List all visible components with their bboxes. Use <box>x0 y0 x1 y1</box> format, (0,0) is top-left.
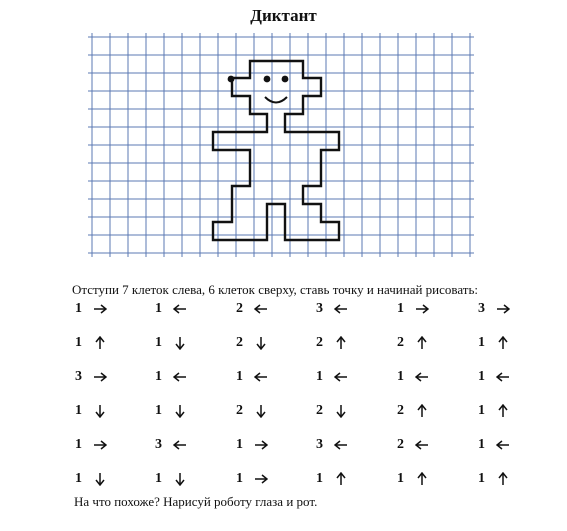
arrow-down-icon <box>93 404 107 418</box>
dictation-step <box>316 297 348 321</box>
dictation-step <box>75 433 107 457</box>
arrow-up-icon <box>496 472 510 486</box>
arrow-up-icon <box>415 472 429 486</box>
arrow-up-icon <box>93 336 107 350</box>
dictation-step <box>316 331 348 355</box>
step-count: 3 <box>75 369 82 384</box>
step-count: 3 <box>316 301 323 316</box>
step-count: 1 <box>75 403 82 418</box>
page-title: Диктант <box>250 6 317 25</box>
question-text: На что похоже? Нарисуй роботу глаза и рот. <box>74 494 318 509</box>
step-count: 1 <box>236 437 243 452</box>
dictation-step <box>75 399 107 423</box>
step-count: 1 <box>75 471 82 486</box>
dictation-step <box>397 467 429 491</box>
arrow-up-icon <box>415 336 429 350</box>
step-count: 2 <box>397 403 404 418</box>
step-count: 2 <box>236 301 243 316</box>
step-count: 1 <box>155 301 162 316</box>
dictation-step <box>155 467 187 491</box>
dictation-step <box>397 331 429 355</box>
arrow-down-icon <box>254 336 268 350</box>
step-count: 1 <box>478 403 485 418</box>
step-count: 1 <box>316 471 323 486</box>
dictation-step <box>316 399 348 423</box>
dictation-step <box>75 467 107 491</box>
arrow-left-icon <box>334 370 348 384</box>
step-count: 3 <box>155 437 162 452</box>
step-count: 3 <box>316 437 323 452</box>
step-count: 1 <box>236 369 243 384</box>
arrow-left-icon <box>415 438 429 452</box>
dictation-step <box>397 399 429 423</box>
arrow-left-icon <box>334 302 348 316</box>
arrow-right-icon <box>93 438 107 452</box>
dictation-step <box>155 297 187 321</box>
arrow-down-icon <box>334 404 348 418</box>
dictation-step <box>155 331 187 355</box>
arrow-up-icon <box>496 336 510 350</box>
arrow-left-icon <box>254 370 268 384</box>
arrow-up-icon <box>415 404 429 418</box>
dictation-step <box>155 399 187 423</box>
step-count: 1 <box>75 335 82 350</box>
dictation-step <box>236 331 268 355</box>
dictation-step <box>478 365 510 389</box>
dictation-step <box>478 399 510 423</box>
step-count: 1 <box>397 369 404 384</box>
dictation-step <box>478 433 510 457</box>
step-count: 1 <box>75 301 82 316</box>
arrow-up-icon <box>334 336 348 350</box>
dictation-step <box>478 467 510 491</box>
step-count: 1 <box>155 403 162 418</box>
arrow-left-icon <box>173 370 187 384</box>
arrow-left-icon <box>496 370 510 384</box>
step-count: 1 <box>478 437 485 452</box>
dictation-step <box>75 365 107 389</box>
dictation-step <box>316 433 348 457</box>
dictation-step <box>478 331 510 355</box>
arrow-right-icon <box>254 438 268 452</box>
arrow-right-icon <box>93 370 107 384</box>
dictation-step <box>236 297 268 321</box>
step-count: 2 <box>236 335 243 350</box>
arrow-down-icon <box>173 404 187 418</box>
step-count: 1 <box>155 369 162 384</box>
arrow-left-icon <box>173 302 187 316</box>
dictation-step <box>397 297 429 321</box>
arrow-up-icon <box>496 404 510 418</box>
step-count: 1 <box>397 471 404 486</box>
step-count: 2 <box>397 335 404 350</box>
arrow-down-icon <box>254 404 268 418</box>
dictation-step <box>75 297 107 321</box>
arrow-left-icon <box>334 438 348 452</box>
step-count: 3 <box>478 301 485 316</box>
step-count: 1 <box>155 471 162 486</box>
arrow-down-icon <box>173 336 187 350</box>
dictation-step <box>236 399 268 423</box>
arrow-left-icon <box>173 438 187 452</box>
step-count: 2 <box>316 335 323 350</box>
dictation-step <box>155 433 187 457</box>
step-count: 1 <box>478 369 485 384</box>
instruction-text: Отступи 7 клеток слева, 6 клеток сверху, ставь точку и начинай рисовать: <box>72 282 479 297</box>
arrow-left-icon <box>254 302 268 316</box>
arrow-up-icon <box>334 472 348 486</box>
dictation-step <box>316 467 348 491</box>
step-count: 1 <box>316 369 323 384</box>
dictation-step <box>397 433 429 457</box>
dictation-step <box>478 297 510 321</box>
dictation-step <box>236 365 268 389</box>
step-count: 2 <box>316 403 323 418</box>
dictation-step <box>236 467 268 491</box>
step-count: 1 <box>478 471 485 486</box>
step-count: 2 <box>236 403 243 418</box>
step-count: 2 <box>397 437 404 452</box>
arrow-left-icon <box>415 370 429 384</box>
step-count: 1 <box>478 335 485 350</box>
step-count: 1 <box>397 301 404 316</box>
step-count: 1 <box>155 335 162 350</box>
dictation-step <box>155 365 187 389</box>
dictation-step <box>236 433 268 457</box>
step-count: 1 <box>75 437 82 452</box>
dictation-step <box>316 365 348 389</box>
step-count: 1 <box>236 471 243 486</box>
arrow-down-icon <box>173 472 187 486</box>
arrow-right-icon <box>415 302 429 316</box>
arrow-right-icon <box>496 302 510 316</box>
dictation-step <box>75 331 107 355</box>
arrow-left-icon <box>496 438 510 452</box>
dictation-step <box>397 365 429 389</box>
arrow-down-icon <box>93 472 107 486</box>
arrow-right-icon <box>254 472 268 486</box>
arrow-right-icon <box>93 302 107 316</box>
